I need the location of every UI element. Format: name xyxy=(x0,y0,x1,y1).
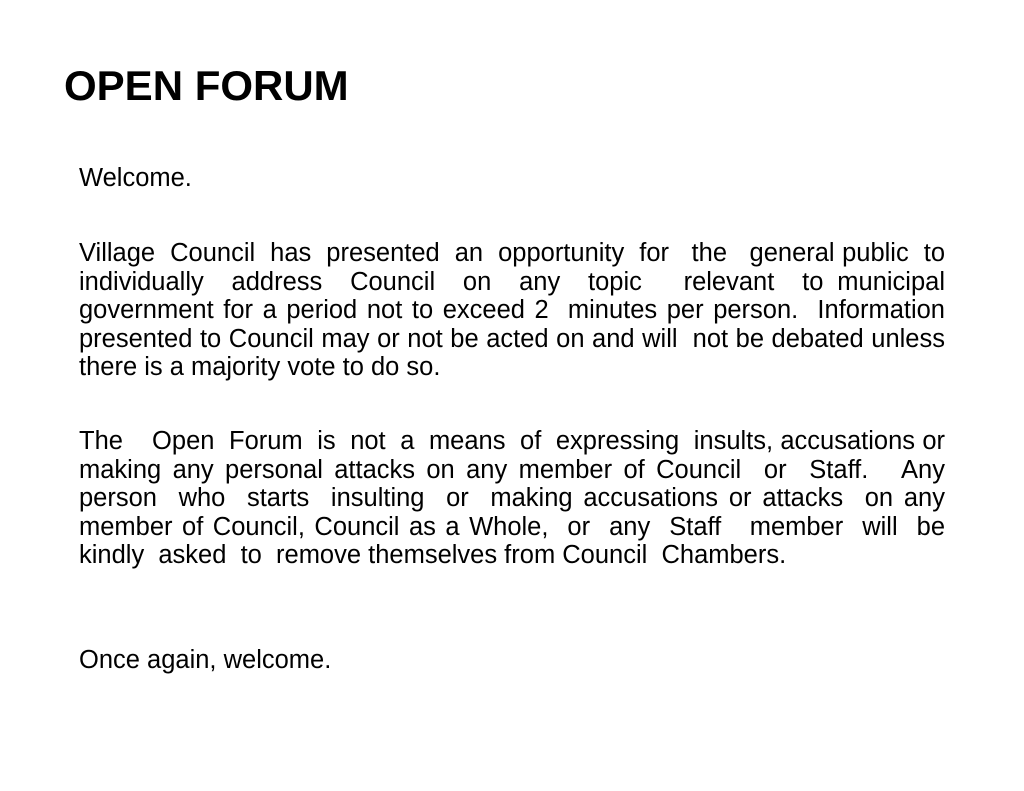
welcome-paragraph: Welcome. xyxy=(79,164,192,192)
closing-paragraph: Once again, welcome. xyxy=(79,646,332,674)
council-opportunity-paragraph: Village Council has presented an opportunity for the general public to individually address Council on any topic relevant to municipal government for a period not to exceed 2 minutes per person. Information presented to Council may or not be acted on and will not be debated unless there is a majority vote to do so. xyxy=(79,239,960,382)
forum-conduct-paragraph: The Open Forum is not a means of expressing insults, accusations or making any personal attacks on any member of Council or Staff. Any person who starts insulting or making accusations or attacks on any member of Council, Council as a Whole, or any Staff member will be kindly asked to remove themselves from Council Chambers. xyxy=(79,427,960,570)
page-title: OPEN FORUM xyxy=(64,62,349,109)
